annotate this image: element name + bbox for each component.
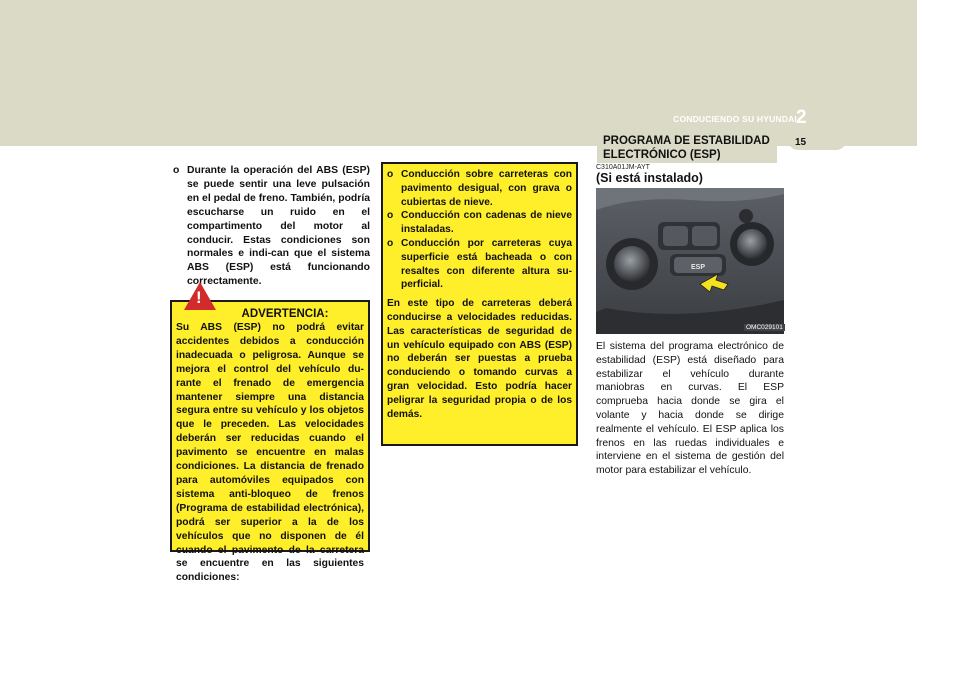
left-knob-icon <box>614 246 650 282</box>
section-title <box>603 134 770 162</box>
esp-switch-photo <box>596 188 784 334</box>
chapter-number: 2 <box>796 107 807 128</box>
chapter-label: CONDUCIENDO SU HYUNDAI <box>673 114 797 124</box>
warning-heading: ADVERTENCIA: <box>241 308 329 320</box>
left-column <box>173 164 370 289</box>
bullet-text: Conducción por carreteras cuya superficie está bacheada o con resaltes con diferente altura su-perficial. <box>401 237 572 291</box>
bullet-text: Conducción con cadenas de nieve instaladas. <box>401 210 572 236</box>
esp-button-label: ESP <box>690 264 706 271</box>
list-item <box>387 209 572 237</box>
section-title-line1: PROGRAMA DE ESTABILIDAD <box>603 135 770 147</box>
list-item <box>387 168 572 209</box>
description-text: El sistema del programa electrónico de estabilidad (ESP) está diseñado para estabilizar el vehículo durante maniobras en curvas. El ESP comprueba hacia donde se gira el volante y hacia donde se dirige realmente el vehículo. El ESP aplica los frenos en las ruedas individuales e interviene en el sistema de gestión del motor para estabilizar el vehículo. <box>596 341 784 477</box>
bullet-mark: o <box>387 169 394 180</box>
bullet-mark: o <box>173 165 180 176</box>
bullet-text: Durante la operación del ABS (ESP) se puede sentir una leve pulsación en el pedal de freno. También, podría escucharse un ruido en el compartimento del motor al conducir. Estas condiciones son normales e indi-can que el sistema ABS (ESP) está funcionando correctamente. <box>187 165 370 288</box>
section-title-line2: ELECTRÓNICO (ESP) <box>603 149 721 161</box>
exclamation-icon: ! <box>196 288 202 307</box>
warning-box <box>170 300 370 584</box>
conditions-paragraph: En este tipo de carreteras deberá conducirse a velocidades reducidas. Las características de seguridad de un vehículo equipado con ABS (ESP) no deberán ser puestas a prueba conduciendo o tomando curvas a gran velocidad. Esto podría hacer peligrar la seguridad propia o de los demás. <box>387 298 572 420</box>
subtitle: (Si está instalado) <box>596 171 703 185</box>
right-knob-icon <box>737 229 767 259</box>
list-item <box>173 164 370 289</box>
power-outlet-icon <box>739 209 753 223</box>
list-item <box>387 237 572 292</box>
bullet-mark: o <box>387 237 394 249</box>
reference-code: C310A01JM-AYT <box>596 164 650 171</box>
warning-text: Su ABS (ESP) no podrá evitar accidentes debidos a conducción inadecuada o peligrosa. Aunque se mejora el control del vehículo du-rante el frenado de emergencia mantener siempre una distancia segura entre su vehículo y los objetos que le preceden. Las velocidades deberán ser reducidas cuando el pavimento se encuentre en malas condiciones. La distancia de frenado para automóviles equipados con sistema anti-bloqueo de frenos (Programa de estabilidad electrónica), podrá ser superior a la de los vehículos que no disponen de él cuando el pavimento de la carretera se encuentre en las siguientes condiciones: <box>176 322 364 584</box>
dashboard-illustration <box>596 188 784 334</box>
bullet-text: Conducción sobre carreteras con pavimento desigual, con grava o cubiertas de nieve. <box>401 169 572 208</box>
photo-code: OMC029101 <box>746 324 783 331</box>
conditions-box <box>381 162 578 446</box>
header-band <box>0 0 917 146</box>
page-number: 15 <box>795 137 807 148</box>
bullet-mark: o <box>387 210 394 222</box>
